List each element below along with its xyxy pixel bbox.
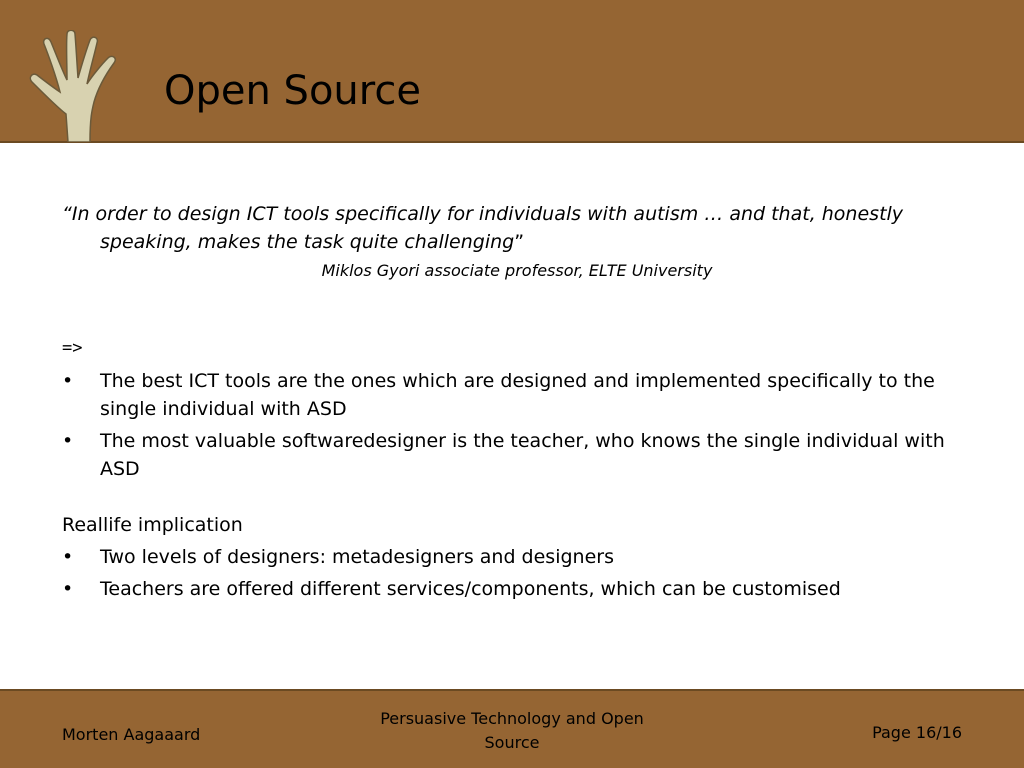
slide-title: Open Source [164, 68, 421, 114]
list-item-text: The best ICT tools are the ones which are designed and implemented specifically to the single individual with ASD [100, 370, 935, 420]
quote [62, 200, 972, 256]
list-item [62, 575, 972, 603]
list-item [62, 427, 972, 483]
list-item [62, 543, 972, 571]
bullet-icon: • [62, 370, 74, 392]
bullet-icon: • [62, 546, 74, 568]
slide-header [0, 0, 1024, 143]
list-item-text: Teachers are offered different services/components, which can be customised [100, 578, 841, 600]
implications-list [62, 543, 972, 603]
list-item [62, 367, 972, 423]
footer-topic: Persuasive Technology and Open Source [380, 709, 644, 752]
implies-arrow: => [62, 338, 83, 358]
quote-open-mark: “ [62, 203, 72, 225]
footer-page-number: Page 16/16 [872, 723, 962, 742]
quote-close-mark: ” [514, 231, 525, 253]
section-label: Reallife implication [62, 514, 243, 536]
quote-text: In order to design ICT tools specifically for individuals with autism … and that, honestly speaking, makes the task quite challenging [71, 203, 904, 253]
bullet-icon: • [62, 578, 74, 600]
list-item-text: The most valuable softwaredesigner is the teacher, who knows the single individual with ASD [100, 430, 945, 480]
bullet-icon: • [62, 430, 74, 452]
conclusions-list [62, 367, 972, 483]
slide-footer [0, 689, 1024, 768]
footer-author: Morten Aagaaard [62, 725, 201, 744]
quote-attribution: Miklos Gyori associate professor, ELTE University [321, 261, 713, 280]
hand-icon [24, 30, 136, 142]
slide-content [62, 200, 972, 607]
list-item-text: Two levels of designers: metadesigners and designers [100, 546, 614, 568]
